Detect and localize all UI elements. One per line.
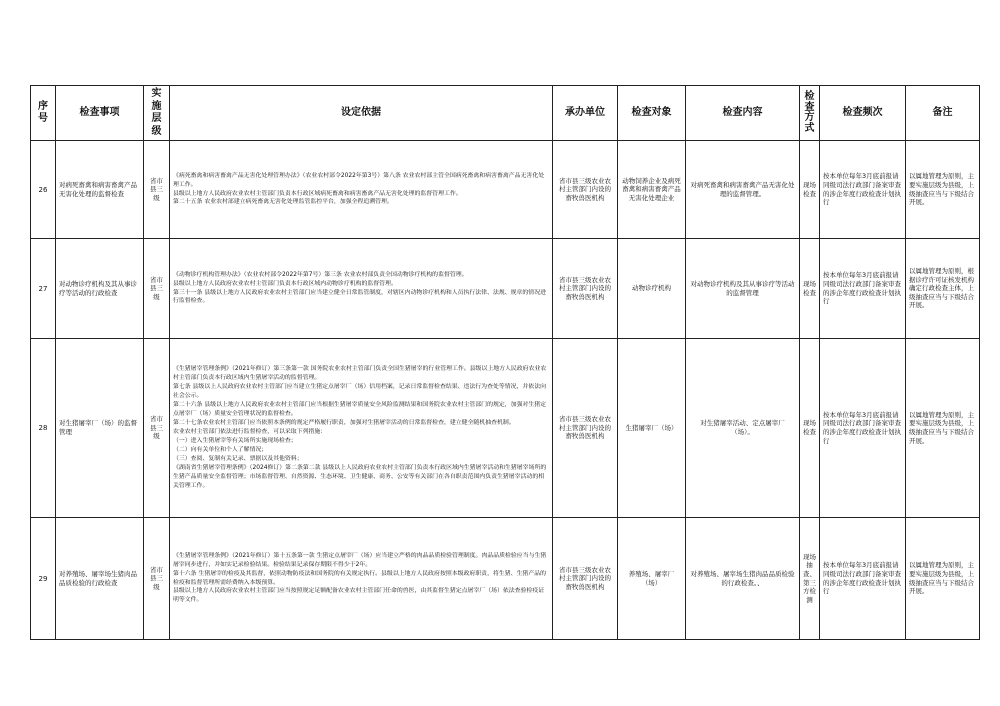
row-remark: 以属地管理为原则，主要实施层级为县级，上级抽查应当与下级结合开展。 [906, 518, 980, 640]
header-seq: 序号 [31, 86, 56, 141]
row-object: 生猪屠宰厂（场） [618, 339, 686, 518]
row-level: 省市县三级 [144, 141, 170, 239]
header-unit: 承办单位 [553, 86, 618, 141]
header-frequency: 检查频次 [820, 86, 906, 141]
row-frequency: 按本单位每年3月底前报请同级司法行政部门备案审查的涉企年度行政检查计划执行 [820, 518, 906, 640]
row-basis [170, 239, 553, 339]
row-method: 现场检查 [800, 239, 820, 339]
row-remark: 以属地管理为原则，主要实施层级为县级，上级抽查应当与下级结合开展。 [906, 339, 980, 518]
basis-paragraph: （二）向有关单位和个人了解情况； [173, 446, 268, 453]
row-content: 对养殖场、屠宰场生猪肉品品质检验的行政检查。、 [686, 518, 800, 640]
basis-paragraph: 农业农村主管部门依法进行监督检查，可以采取下列措施： [173, 429, 327, 435]
basis-paragraph: 第十六条 生猪屠宰的检疫及其监督，依照动物防疫法和国务院的有关规定执行。县级以上地方人民政府按照本级政府职责，将生猪、生猪产品的检疫和监督管理所需经费纳入本级预算。 [173, 570, 546, 586]
header-item: 检查事项 [56, 86, 144, 141]
row-method: 现场检查 [800, 141, 820, 239]
basis-paragraph: 《生猪屠宰管理条例》（2021年修订）第三条第一款 国务院农业农村主管部门负责全国生猪屠宰的行业管理工作。县级以上地方人民政府农业农村主管部门负责本行政区域内生猪屠宰活动的监督管理。 [173, 366, 547, 382]
header-content: 检查内容 [686, 86, 800, 141]
basis-paragraph: 县级以上地方人民政府农业农村主管部门负责本行政区域内动物诊疗机构的监督管理。 [173, 280, 397, 287]
row-frequency: 按本单位每年3月底前报请同级司法行政部门备案审查的涉企年度行政检查计划执行 [820, 339, 906, 518]
row-basis [170, 141, 553, 239]
basis-paragraph: 《病死畜禽和病害畜禽产品无害化处理管理办法》（农业农村部令2022年第3号）第八条 农业农村部主管全国病死畜禽和病害畜禽产品无害化处理工作。 [173, 172, 545, 188]
row-frequency: 按本单位每年3月底前报请同级司法行政部门备案审查的涉企年度行政检查计划执行 [820, 239, 906, 339]
row-seq: 27 [31, 239, 56, 339]
basis-paragraph: 《动物诊疗机构管理办法》（农业农村部令2022年第7号）第三条 农业农村部负责全国动物诊疗机构的监督管理。 [173, 271, 468, 278]
row-basis [170, 518, 553, 640]
basis-paragraph: （一）进入生猪屠宰等有关场所实施现场检查； [173, 437, 297, 444]
header-method: 检查方式 [800, 86, 820, 141]
row-content: 对病死畜禽和病害畜禽产品无害化处理的监督管理。 [686, 141, 800, 239]
row-object: 动物诊疗机构 [618, 239, 686, 339]
table-row [31, 339, 980, 518]
row-method: 现场检查 [800, 339, 820, 518]
row-method: 现场抽查、第三方检测 [800, 518, 820, 640]
row-unit: 省市县三级农业农村主管部门内设的畜牧兽医机构 [553, 339, 618, 518]
basis-paragraph: 《生猪屠宰管理条例》（2021年修订）第十五条第一款 生猪定点屠宰厂（场）应当建立严格的肉品品质检验管理制度。肉品品质检验应当与生猪屠宰同步进行，并如实记录检验结果。检验结果记录保存期限不得少于2年。 [173, 552, 547, 568]
row-seq: 28 [31, 339, 56, 518]
row-level: 省市县三级 [144, 239, 170, 339]
row-frequency: 按本单位每年3月底前报请同级司法行政部门备案审查的涉企年度行政检查计划执行 [820, 141, 906, 239]
header-object: 检查对象 [618, 86, 686, 141]
row-seq: 26 [31, 141, 56, 239]
row-item: 对动物诊疗机构及其从事诊疗等活动的行政检查 [56, 239, 144, 339]
row-level: 省市县三级 [144, 339, 170, 518]
header-row [31, 86, 980, 141]
row-object: 养殖场、屠宰厂（场） [618, 518, 686, 640]
basis-paragraph: （三）查阅、复制有关记录、票据以及其他资料； [173, 455, 303, 462]
row-unit: 省市县三级农业农村主管部门内设的畜牧兽医机构 [553, 141, 618, 239]
basis-paragraph: 第二十五条 农业农村部建立病死畜禽无害化处理监管监控平台，加强全程追溯管理。 [173, 199, 393, 206]
row-remark: 以属地管理为原则，主要实施层级为县级，上级抽查应当与下级结合开展。 [906, 141, 980, 239]
row-unit: 省市县三级农业农村主管部门内设的畜牧兽医机构 [553, 239, 618, 339]
basis-paragraph: 《湖南省生猪屠宰管理条例》（2024修订）第二条第二款 县级以上人民政府农业农村主管部门负责本行政区域内生猪屠宰活动和生猪屠宰场所的生猪产品质量安全监督管理；市场监督管理、自然资源、生态环境、卫生健康、商务、公安等有关部门在各自职责范围内负责生猪屠宰活动的相关管理工作。 [173, 464, 547, 489]
inspection-table [30, 85, 980, 640]
row-item: 对生猪屠宰厂（场）的监督管理 [56, 339, 144, 518]
header-level: 实施层级 [144, 86, 170, 141]
basis-paragraph: 第三十一条 县级以上地方人民政府农业农村主管部门应当建立健全日常监管制度，对辖区内动物诊疗机构和人员执行法律、法规、规章的情况进行监督检查。 [173, 289, 546, 305]
basis-paragraph: 第二十七条农业农村主管部门应当依照本条例的规定严格履行职责，加强对生猪屠宰活动的日常监督检查，建立健全随机抽查机制。 [173, 420, 515, 427]
row-level: 省市县三级 [144, 518, 170, 640]
table-row [31, 239, 980, 339]
basis-paragraph: 第七条 县级以上人民政府农业农村主管部门应当建立生猪定点屠宰厂（场）信用档案，记录日常监督检查结果、违法行为查处等情况，并依法向社会公示。 [173, 384, 546, 400]
basis-paragraph: 县级以上地方人民政府农业农村主管部门应当按照规定足额配备农业农村主管部门任命的兽医，由其监督生猪定点屠宰厂（场）依法查验检疫证明等文件。 [173, 588, 545, 604]
row-seq: 29 [31, 518, 56, 640]
basis-paragraph: 第二十六条 县级以上地方人民政府农业农村主管部门应当根据生猪屠宰质量安全风险监测结果和国务院农业农村主管部门的规定，加强对生猪定点屠宰厂（场）质量安全管理状况的监督检查。 [173, 402, 546, 418]
row-content: 对动物诊疗机构及其从事诊疗等活动的监督管理 [686, 239, 800, 339]
header-basis: 设定依据 [170, 86, 553, 141]
row-object: 动物饲养企业及病死畜禽和病害畜禽产品无害化处理企业 [618, 141, 686, 239]
row-item: 对养殖场、屠宰场生猪肉品品质检验的行政检查 [56, 518, 144, 640]
header-remark: 备注 [906, 86, 980, 141]
row-remark: 以属地管理为原则，根据诊疗许可证核发机构确定行政检查主体，上级抽查应当与下级结合开展。 [906, 239, 980, 339]
table-row [31, 518, 980, 640]
row-item: 对病死畜禽和病害畜禽产品无害化处理的监督检查 [56, 141, 144, 239]
basis-paragraph: 县级以上地方人民政府农业农村主管部门负责本行政区域病死畜禽和病害畜禽产品无害化处理的监督管理工作。 [173, 190, 462, 197]
row-unit: 省市县三级农业农村主管部门内设的畜牧兽医机构 [553, 518, 618, 640]
table-row [31, 141, 980, 239]
row-basis [170, 339, 553, 518]
row-content: 对生猪屠宰活动、定点屠宰厂（场）。 [686, 339, 800, 518]
